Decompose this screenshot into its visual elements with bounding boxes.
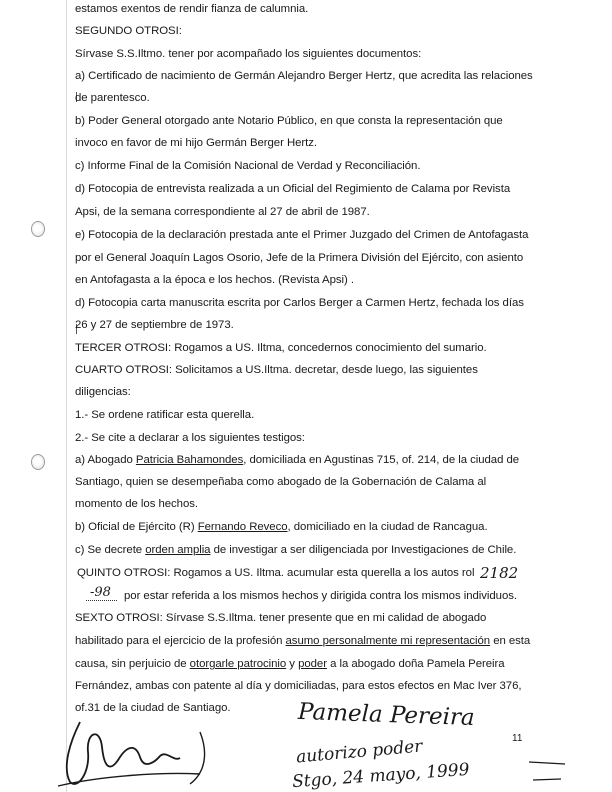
handwritten-note-line-2: Stgo, 24 mayo, 1999 <box>291 759 471 792</box>
text-line: 2.- Se cite a declarar a los siguientes testigos: <box>75 432 305 444</box>
text-line: momento de los hechos. <box>75 498 199 510</box>
text-run: de investigar a ser diligenciada por Investigaciones de Chile. <box>210 544 517 556</box>
text-line: b) Poder General otorgado ante Notario Público, en que consta la representación que <box>75 115 503 127</box>
signature-left <box>40 712 210 792</box>
margin-line <box>66 0 67 792</box>
text-run: habilitado para el ejercicio de la profesión <box>75 635 286 647</box>
text-line <box>75 634 530 648</box>
text-line: Sírvase S.S.Iltmo. tener por acompañado los siguientes documentos: <box>75 48 422 60</box>
text-line: d) Fotocopia de entrevista realizada a un Oficial del Regimiento de Calama por Revista <box>75 183 511 195</box>
text-line: 26 y 27 de septiembre de 1973. <box>75 319 234 331</box>
handwritten-rol-number: 2182 <box>480 564 519 582</box>
section-heading: CUARTO OTROSI: Solicitamos a US.Iltma. decretar, desde luego, las siguientes <box>75 364 478 376</box>
text-run: b) Oficial de Ejército (R) <box>75 521 198 533</box>
text-line: d) Fotocopia carta manuscrita escrita por Carlos Berger a Carmen Hertz, fechada los días <box>75 297 524 309</box>
page-number: 11 <box>512 733 523 744</box>
underlined-text: asumo personalmente mi representación <box>285 635 491 647</box>
handwritten-signature-right: Pamela Pereira <box>297 698 476 732</box>
text-run: causa, sin perjuicio de <box>75 658 190 670</box>
underlined-text: Patricia Bahamondes <box>135 454 244 466</box>
underlined-text: orden amplia <box>145 544 211 556</box>
text-line: por estar referida a los mismos hechos y dirigida contra los mismos individuos. <box>124 590 517 602</box>
text-line: diligencias: <box>75 386 131 398</box>
underlined-text: otorgarle patrocinio <box>189 658 287 670</box>
section-heading: QUINTO OTROSI: Rogamos a US. Iltma. acumular esta querella a los autos rol <box>77 567 475 579</box>
text-line: en Antofagasta a la época e los hechos. (Revista Apsi) . <box>75 274 354 286</box>
text-run: y <box>286 658 299 670</box>
text-line <box>75 520 488 534</box>
text-run: a la abogado doña Pamela Pereira <box>326 658 505 670</box>
text-line: c) Informe Final de la Comisión Nacional de Verdad y Reconciliación. <box>75 160 421 172</box>
text-line: Fernández, ambas con patente al día y domiciliadas, para estos efectos en Mac Iver 376, <box>75 680 522 692</box>
text-line: Santiago, quien se desempeñaba como abogado de la Gobernación de Calama al <box>75 476 487 488</box>
text-line: a) Certificado de nacimiento de Germán Alejandro Berger Hertz, que acredita las relaciones <box>75 70 533 82</box>
text-run: en esta <box>490 635 531 647</box>
pen-dash-marks <box>525 752 605 792</box>
section-heading: TERCER OTROSI: Rogamos a US. Iltma, concedernos conocimiento del sumario. <box>75 342 487 354</box>
text-run: a) Abogado <box>75 454 136 466</box>
text-run: , domiciliado en la ciudad de Rancagua. <box>287 521 488 533</box>
text-line <box>75 543 516 557</box>
handwritten-note-line-1: autorizo poder <box>295 736 424 768</box>
punch-hole-top <box>31 221 45 237</box>
text-line: of.31 de la ciudad de Santiago. <box>75 702 231 714</box>
handwritten-rol-year: -98 <box>86 585 117 601</box>
section-heading: SEXTO OTROSI: Sírvase S.S.Iltma. tener presente que en mi calidad de abogado <box>75 612 487 624</box>
text-line: 1.- Se ordene ratificar esta querella. <box>75 409 255 421</box>
text-line <box>75 657 505 671</box>
punch-hole-bottom <box>31 454 45 470</box>
text-line: por el General Joaquín Lagos Osorio, Jefe de la Primera División del Ejército, con asiento <box>75 252 524 264</box>
text-line: Apsi, de la semana correspondiente al 27 de abril de 1987. <box>75 206 370 218</box>
text-run: c) Se decrete <box>75 544 146 556</box>
text-line: invoco en favor de mi hijo Germán Berger Hertz. <box>75 137 318 149</box>
section-heading: SEGUNDO OTROSI: <box>75 25 182 37</box>
text-run: , domiciliada en Agustinas 715, of. 214, de la ciudad de <box>243 454 520 466</box>
text-line: e) Fotocopia de la declaración prestada ante el Primer Juzgado del Crimen de Antofagasta <box>75 229 529 241</box>
text-line: estamos exentos de rendir fianza de calumnia. <box>75 3 309 15</box>
underlined-text: Fernando Reveco <box>197 521 288 533</box>
underlined-text: poder <box>298 658 327 670</box>
text-line <box>75 453 519 467</box>
text-line: de parentesco. <box>75 92 150 104</box>
